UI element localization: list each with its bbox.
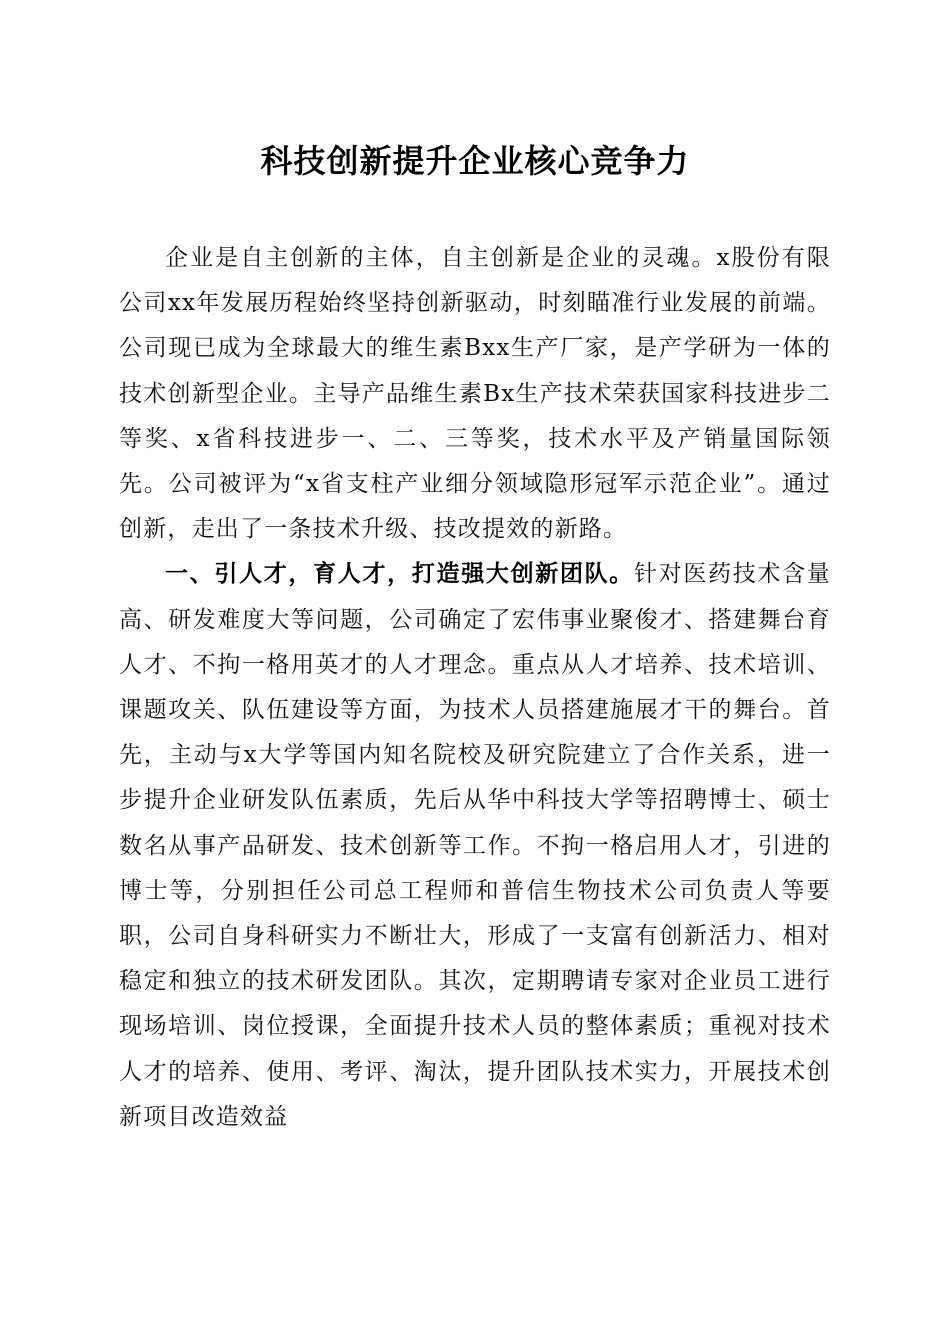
document-body: [119, 236, 831, 1140]
paragraph-section-1: [119, 552, 831, 1140]
paragraph-intro-text: 企业是自主创新的主体，自主创新是企业的灵魂。x股份有限公司xx年发展历程始终坚持创新驱动，时刻瞄准行业发展的前端。公司现已成为全球最大的维生素Bxx生产厂家，是产学研为一体的技术创新型企业。主导产品维生素Bx生产技术荣获国家科技进步二等奖、x省科技进步一、二、三等奖，技术水平及产销量国际领先。公司被评为“x省支柱产业细分领域隐形冠军示范企业”。通过创新，走出了一条技术升级、技改提效的新路。: [119, 245, 831, 543]
paragraph-intro: [119, 236, 831, 552]
document-title: 科技创新提升企业核心竞争力: [260, 142, 690, 180]
section-1-heading: 一、引人才，育人才，打造强大创新团队。: [165, 561, 634, 588]
section-1-text: 针对医药技术含量高、研发难度大等问题，公司确定了宏伟事业聚俊才、搭建舞台育人才、不拘一格用英才的人才理念。重点从人才培养、技术培训、课题攻关、队伍建设等方面，为技术人员搭建施展才干的舞台。首先，主动与x大学等国内知名院校及研究院建立了合作关系，进一步提升企业研发队伍素质，先后从华中科技大学等招聘博士、硕士数名从事产品研发、技术创新等工作。不拘一格启用人才，引进的博士等，分别担任公司总工程师和普信生物技术公司负责人等要职，公司自身科研实力不断壮大，形成了一支富有创新活力、相对稳定和独立的技术研发团队。其次，定期聘请专家对企业员工进行现场培训、岗位授课，全面提升技术人员的整体素质；重视对技术人才的培养、使用、考评、淘汰，提升团队技术实力，开展技术创新项目改造效益: [119, 561, 831, 1130]
